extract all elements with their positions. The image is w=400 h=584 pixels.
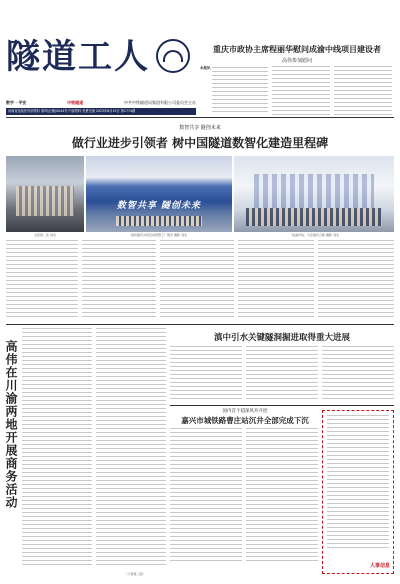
lead-body-col1 <box>212 67 268 115</box>
feature-body-col1 <box>6 240 78 320</box>
third-body-col2 <box>246 428 318 564</box>
lead-headline: 重庆市政协主席程丽华慰问成渝中线项目建设者 <box>213 45 381 54</box>
lead-label: 本报讯 <box>200 66 211 70</box>
masthead-logo <box>156 39 190 73</box>
info-bar: 河南省连续性内部资料 准印证(豫)0044号 内部资料 免费交流 2023年8月15日 第1774期 <box>6 108 196 115</box>
feature-body-col3 <box>160 240 234 320</box>
sidebar-box <box>322 410 394 574</box>
feature-body-col2 <box>82 240 156 320</box>
tunnel-logo-icon <box>163 50 183 62</box>
secondary-body-col3 <box>322 346 394 402</box>
feature-body-col4 <box>238 240 314 320</box>
feature-kicker: 数智共享 隧创未来 <box>179 125 221 131</box>
feature-photo-left <box>6 156 84 232</box>
caption-right: 「成渝中线」与会嘉宾合影 摄影 刘永 <box>289 233 339 237</box>
masthead-title: 隧 道 工 人 <box>6 37 148 77</box>
lead-subhead: 高伟参加慰问 <box>281 58 312 64</box>
secondary-body-col2 <box>246 346 318 402</box>
continued-note: （下转第二版） <box>124 572 146 576</box>
vertical-story-body1 <box>22 328 92 568</box>
third-kicker: 国内首个超深风井开挖 <box>222 409 268 414</box>
caption-center: 现场嘉宾共同启动智慧工厂建设 摄影 刘永 <box>131 233 187 237</box>
lead-body-col2 <box>272 66 330 116</box>
lead-body-col3 <box>334 66 392 116</box>
third-headline: 嘉兴市城铁路曹庄站沉井全部完成下沉 <box>181 416 309 425</box>
masthead-publisher: 中共中铁隧道局集团有限公司委员会主办 <box>124 99 196 105</box>
third-body-col1 <box>170 428 242 564</box>
secondary-body-col1 <box>170 346 242 402</box>
secondary-headline: 滇中引水关键隧洞掘进取得重大进展 <box>213 333 350 343</box>
photo-banner: 数智共享 隧创未来 <box>116 200 202 211</box>
masthead <box>6 37 196 101</box>
vertical-story-body2 <box>96 328 166 568</box>
feature-body-col5 <box>318 240 394 320</box>
sidebar-label: 人事信息 <box>369 563 390 569</box>
brand-mark: 中铁隧道 <box>67 99 84 105</box>
masthead-tagline: 数字 · 平安 <box>6 99 27 105</box>
feature-headline: 做行业进步引领者 树中国隧道数智化建造里程碑 <box>71 136 329 150</box>
caption-left: 左起第二张 刘永 <box>34 233 56 237</box>
feature-photo-center <box>86 156 232 232</box>
vertical-headline: 高伟在川渝两地开展商务活动 <box>4 340 18 509</box>
feature-photo-right <box>234 156 394 232</box>
